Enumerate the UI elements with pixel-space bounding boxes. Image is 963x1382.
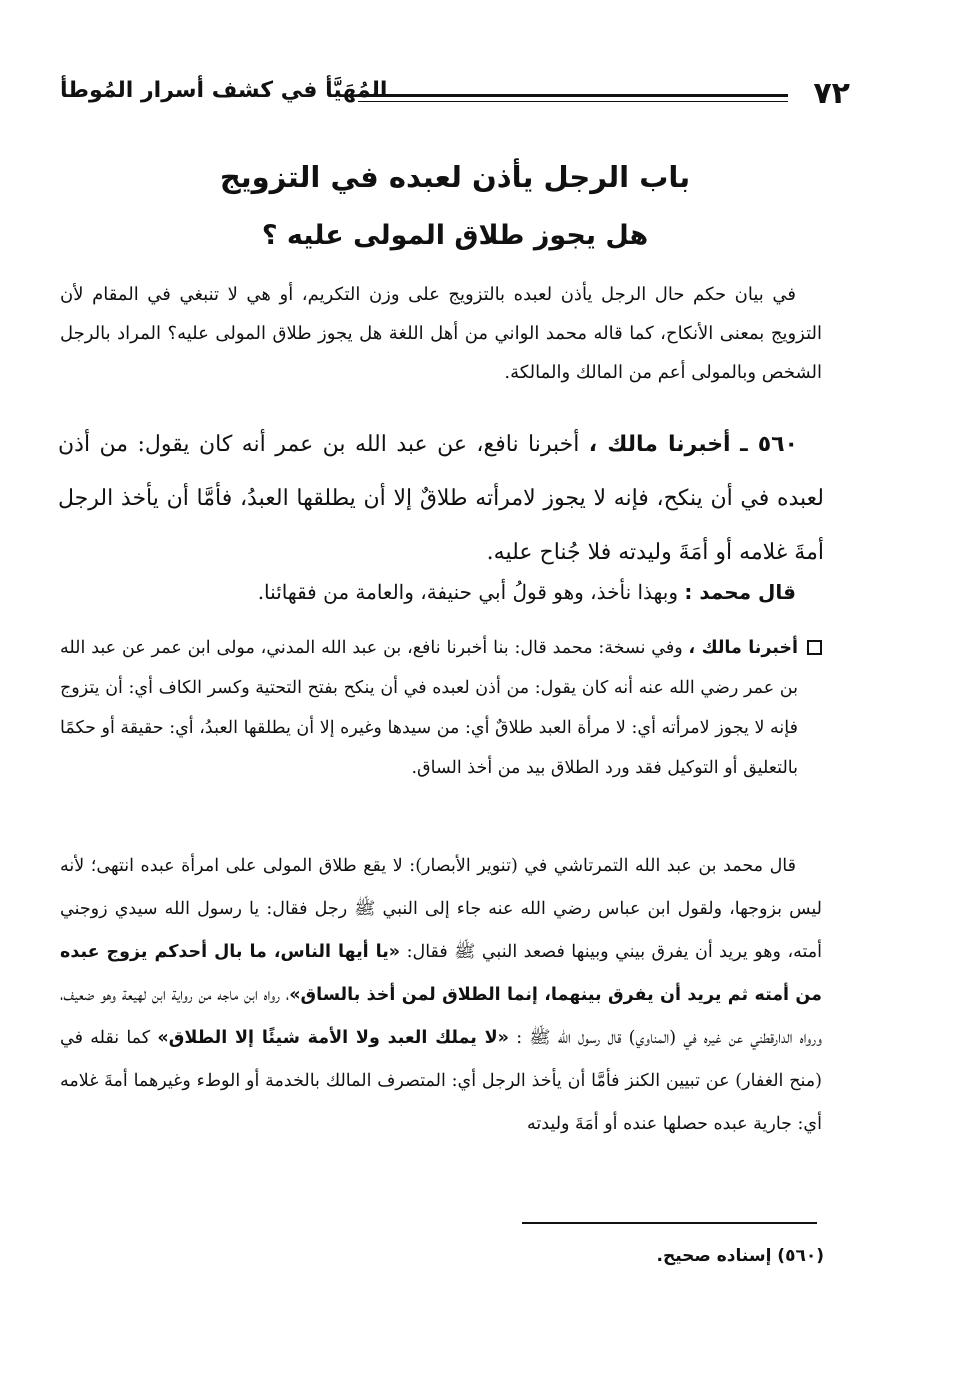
book-title: المُهَيَّأ في كشف أسرار المُوطأ bbox=[60, 78, 388, 103]
said-label: قال محمد : bbox=[684, 580, 796, 604]
header-rule-thin bbox=[358, 101, 788, 102]
commentary-label: أخبرنا مالك ، bbox=[688, 638, 798, 658]
hadith-text: أخبرنا نافع، عن عبد الله بن عمر أنه كان يقول: من أذن لعبده في أن ينكح، فإنه لا يجوز لامرأته طلاقٌ إلا أن يطلقها العبدُ، فأمَّا أن يأخذ الرجل أمةَ غلامه أو أمَةَ وليدته فلا جُناح عليه. bbox=[58, 432, 824, 565]
quote-text-1: قال محمد بن عبد الله التمرتاشي في (تنوير الأبصار): لا يقع طلاق المولى على امرأة عبده انتهى؛ لأنه ليس بزوجها، ولقول ابن عباس رضي الله عنه جاء إلى النبي ﷺ رجل فقال: يا رسول الله سيدي زوجني أمته، وهو يريد أن يفرق بيني وبينها فصعد النبي ﷺ فقال: bbox=[60, 856, 822, 962]
footnote: (٥٦٠) إسناده صحيح. bbox=[656, 1246, 824, 1266]
hadith-number: ٥٦٠ ـ bbox=[740, 432, 798, 457]
intro-text: في بيان حكم حال الرجل يأذن لعبده بالتزويج على وزن التكريم، أو هي لا تنبغي في المقام لأن التزويج بمعنى الأنكاح، كما قاله محمد الواني من أهل اللغة هل يجوز طلاق المولى عليه؟ المراد بالرجل الشخص وبالمولى أعم من المالك والمالكة. bbox=[60, 284, 822, 383]
said-paragraph bbox=[60, 572, 822, 612]
running-header bbox=[60, 70, 850, 120]
said-text: وبهذا نأخذ، وهو قولُ أبي حنيفة، والعامة من فقهائنا. bbox=[257, 580, 678, 604]
chapter-subtitle: هل يجوز طلاق المولى عليه ؟ bbox=[261, 220, 649, 251]
square-marker-icon bbox=[807, 640, 822, 655]
quote-text-3: كما نقله في (منح الغفار) عن تبيين الكنز فأمَّا أن يأخذ الرجل أي: المتصرف المالك بالخدمة أو الوطء وغيرهما أمةَ غلامه أي: جارية عبده حصلها عنده أو أمَةَ وليدته bbox=[60, 1028, 822, 1134]
quote-hadith-1: «يا أيها الناس، ما بال أحدكم يزوج عبده من أمته ثم يريد أن يفرق بينهما، إنما الطلاق لمن أخذ بالساق» bbox=[60, 942, 822, 1005]
page-number: ٧٢ bbox=[813, 76, 850, 111]
quote-text-2: ، رواه ابن ماجه من رواية ابن لهيعة وهو ضعيف، ورواه الدارقطني عن غيره في (المناوي) قال رسول الله ﷺ : bbox=[60, 985, 822, 1048]
quote-paragraph bbox=[60, 845, 822, 1146]
chapter-title: باب الرجل يأذن لعبده في التزويج bbox=[219, 160, 691, 194]
intro-paragraph bbox=[60, 275, 822, 392]
hadith-paragraph bbox=[58, 418, 824, 580]
hadith-narrator: أخبرنا مالك ، bbox=[588, 432, 731, 457]
footnote-rule bbox=[522, 1222, 817, 1224]
header-rule bbox=[358, 94, 788, 97]
commentary-text: وفي نسخة: محمد قال: بنا أخبرنا نافع، بن عبد الله المدني، مولى ابن عمر عن عبد الله بن عمر رضي الله عنه أنه كان يقول: من أذن لعبده في أن ينكح بفتح التحتية وكسر الكاف أي: أن يتزوج فإنه لا يجوز لامرأته أي: لا مرأة العبد طلاقٌ أي: من سيدها وغيره إلا أن يطلقها العبدُ، أي: حقيقة أو حكمًا بالتعليق أو التوكيل فقد ورد الطلاق بيد من أخذ الساق. bbox=[60, 638, 798, 778]
commentary-paragraph bbox=[60, 628, 822, 788]
quote-hadith-2: «لا يملك العبد ولا الأمة شيئًا إلا الطلاق» bbox=[157, 1028, 509, 1048]
